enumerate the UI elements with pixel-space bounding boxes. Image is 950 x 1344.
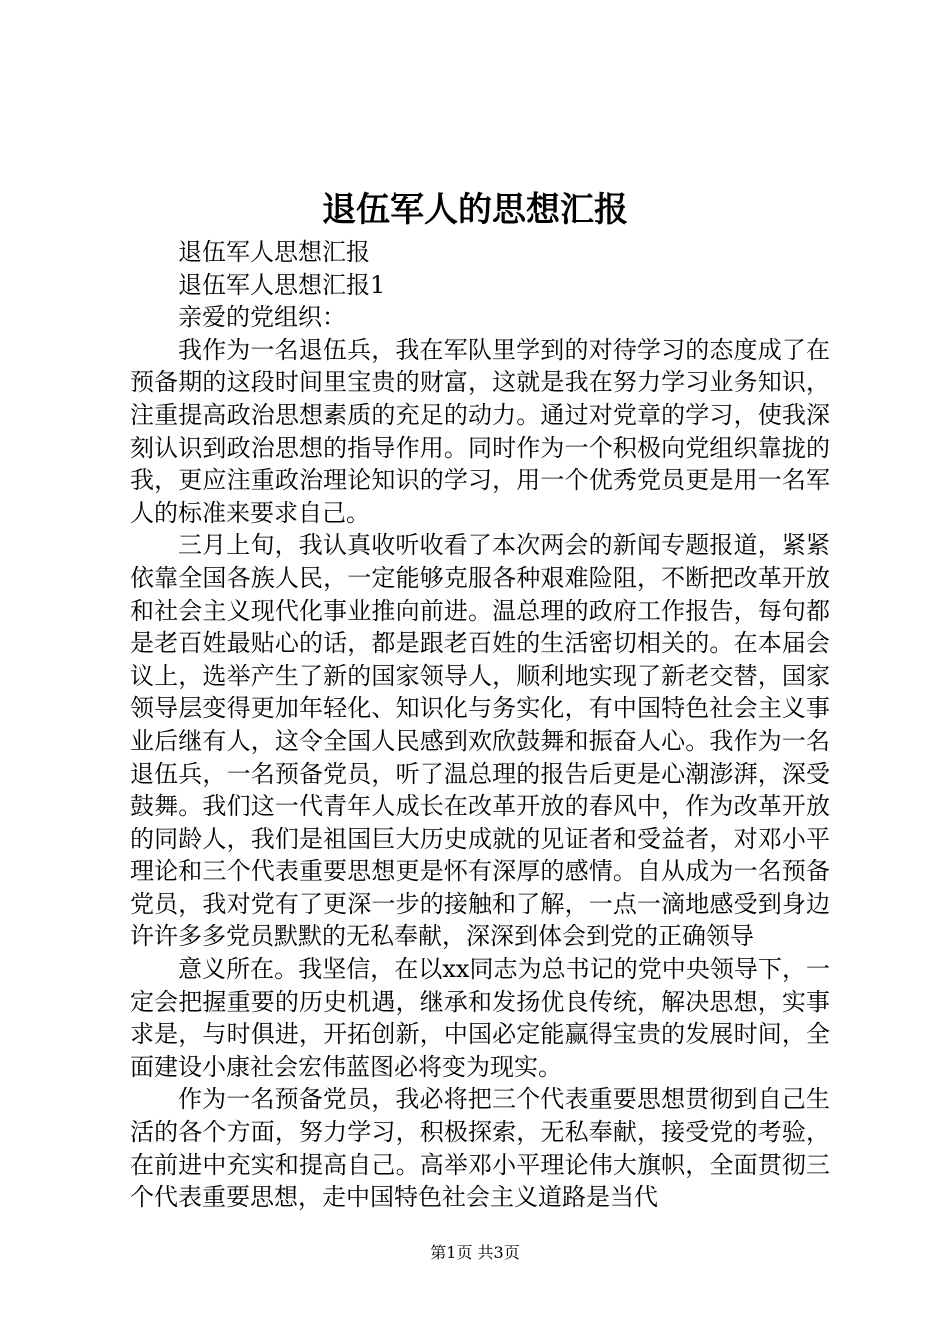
paragraph-heading: 退伍军人思想汇报1 (178, 270, 386, 299)
document-title: 退伍军人的思想汇报 (322, 190, 628, 230)
paragraph-body-4: 作为一名预备党员，我必将把三个代表重要思想贯彻到自己生活的各个方面，努力学习，积极探索，无私奉献，接受党的考验，在前进中充实和提高自己。高举邓小平理论伟大旗帜，全面贯彻三个代表重要思想，走中国特色社会主义道路是当代 (130, 1085, 830, 1212)
paragraph-body-3: 意义所在。我坚信，在以xx同志为总书记的党中央领导下，一定会把握重要的历史机遇，继承和发扬优良传统，解决思想，实事求是，与时俱进，开拓创新，中国必定能赢得宝贵的发展时间，全面建设小康社会宏伟蓝图必将变为现实。 (130, 955, 830, 1081)
paragraph-salutation: 亲爱的党组织： (178, 303, 346, 332)
paragraph-body-2: 三月上旬，我认真收听收看了本次两会的新闻专题报道，紧紧依靠全国各族人民，一定能够克服各种艰难险阻，不断把改革开放和社会主义现代化事业推向前进。温总理的政府工作报告，每句都是老百姓最贴心的话，都是跟老百姓的生活密切相关的。在本届会议上，选举产生了新的国家领导人，顺利地实现了新老交替，国家领导层变得更加年轻化、知识化与务实化，有中国特色社会主义事业后继有人，这令全国人民感到欢欣鼓舞和振奋人心。我作为一名退伍兵，一名预备党员，听了温总理的报告后更是心潮澎湃，深受鼓舞。我们这一代青年人成长在改革开放的春风中，作为改革开放的同龄人，我们是祖国巨大历史成就的见证者和受益者，对邓小平理论和三个代表重要思想更是怀有深厚的感情。自从成为一名预备党员，我对党有了更深一步的接触和了解，一点一滴地感受到身边许许多多党员默默的无私奉献，深深到体会到党的正确领导 (130, 531, 830, 951)
document-body (130, 236, 830, 1214)
paragraph-subtitle: 退伍军人思想汇报 (178, 238, 370, 266)
page-footer: 第1页 共3页 (430, 1243, 520, 1262)
paragraph-body-1: 我作为一名退伍兵，我在军队里学到的对待学习的态度成了在预备期的这段时间里宝贵的财富，这就是我在努力学习业务知识，注重提高政治思想素质的充足的动力。通过对党章的学习，使我深刻认识到政治思想的指导作用。同时作为一个积极向党组织靠拢的我，更应注重政治理论知识的学习，用一个优秀党员更是用一名军人的标准来要求自己。 (130, 335, 830, 527)
